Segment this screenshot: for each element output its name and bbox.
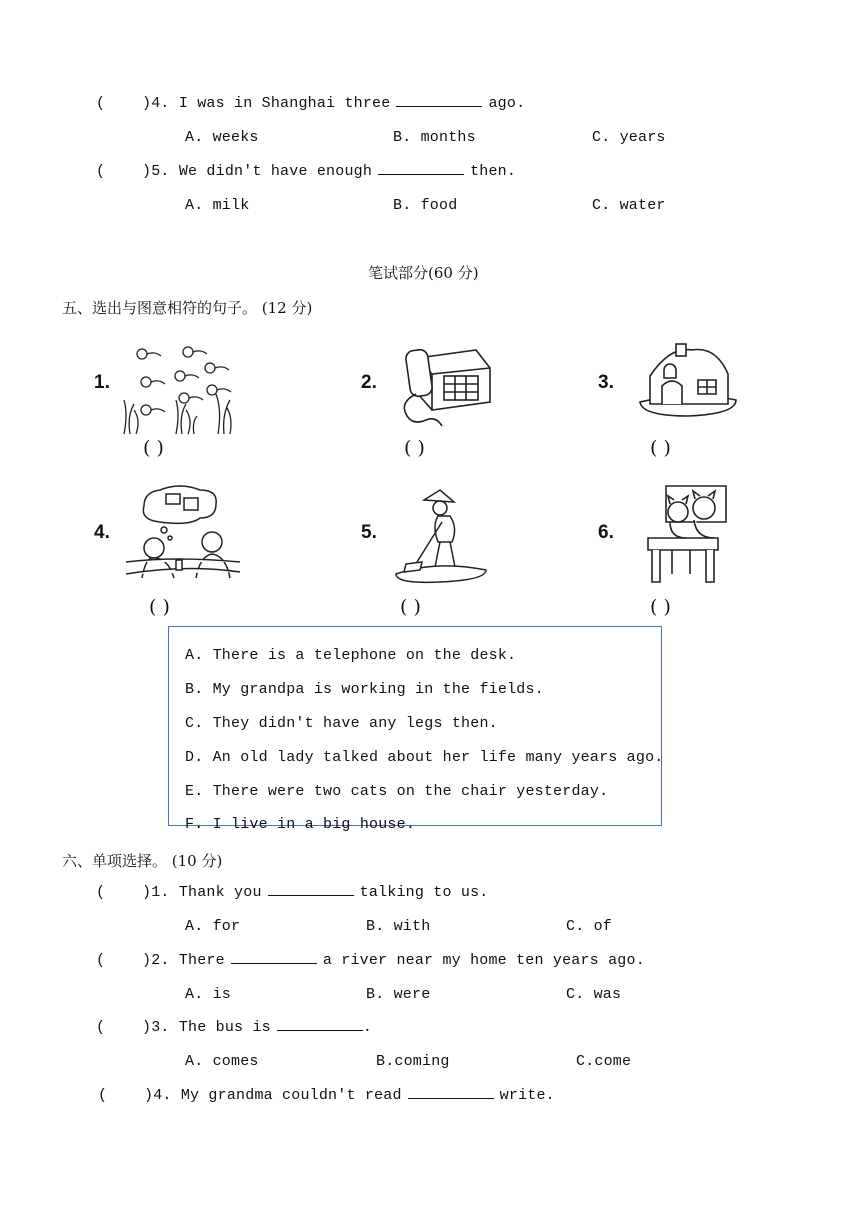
answer-paren[interactable]: ( ) [404,437,425,459]
picture-number: 1. [94,372,110,393]
answer-blank [268,894,354,896]
written-section-header: 笔试部分(60 分) [368,264,479,282]
answer-paren[interactable]: ( ) [650,596,671,618]
sentence-option: A. There is a telephone on the desk. [185,647,517,664]
option[interactable]: B. food [393,197,458,214]
telephone-icon [398,344,492,430]
option[interactable]: B.coming [376,1053,450,1070]
option[interactable]: B. with [366,918,431,935]
question-text-end: talking to us. [359,884,489,901]
question-number: )2. [142,952,170,969]
question-text-end: a river near my home ten years ago. [322,952,645,969]
sentence-option: F. I live in a big house. [185,816,416,833]
answer-blank [396,105,482,107]
option[interactable]: B. months [393,129,476,146]
question-number: )4. [142,95,170,112]
option[interactable]: A. for [185,918,241,935]
answer-blank [408,1097,494,1099]
question-row [96,163,516,180]
option[interactable]: C.come [576,1053,632,1070]
answer-blank [277,1029,363,1031]
question-number: )4. [144,1087,172,1104]
answer-paren[interactable]: ( [96,95,143,112]
tadpoles-icon [120,338,240,436]
option[interactable]: C. was [566,986,622,1003]
picture-number: 4. [94,522,110,543]
sentence-option: E. There were two cats on the chair yesterday. [185,783,609,800]
question-text-start: My grandma couldn't read [180,1087,402,1104]
section5-title: 五、选出与图意相符的句子。 (12 分) [62,299,313,317]
question-text-start: We didn't have enough [178,163,373,180]
option[interactable]: B. were [366,986,431,1003]
question-text-start: Thank you [178,884,262,901]
picture-number: 3. [598,372,614,393]
question-text-end: write. [499,1087,555,1104]
option[interactable]: A. weeks [185,129,259,146]
answer-paren[interactable]: ( [96,884,143,901]
answer-paren[interactable]: ( [96,163,143,180]
picture-number: 6. [598,522,614,543]
question-number: )1. [142,884,170,901]
option[interactable]: A. milk [185,197,250,214]
question-row [96,952,645,969]
answer-paren[interactable]: ( [96,952,143,969]
answer-paren[interactable]: ( [96,1019,143,1036]
question-text-end: . [362,1019,373,1036]
option[interactable]: C. water [592,197,666,214]
option[interactable]: C. of [566,918,613,935]
answer-paren[interactable]: ( ) [143,437,164,459]
farmer-working-icon [394,488,490,584]
question-number: )3. [142,1019,170,1036]
answer-blank [231,962,317,964]
question-text-end: ago. [488,95,526,112]
question-row [96,95,525,112]
section6-title: 六、单项选择。 (10 分) [62,852,223,870]
question-number: )5. [142,163,170,180]
option[interactable]: A. comes [185,1053,259,1070]
answer-paren[interactable]: ( ) [149,596,170,618]
question-text-start: The bus is [178,1019,271,1036]
question-row [96,1019,372,1036]
answer-paren[interactable]: ( [98,1087,145,1104]
question-row [96,884,488,901]
sentence-option: C. They didn't have any legs then. [185,715,498,732]
cats-on-chair-icon [646,482,732,586]
option[interactable]: A. is [185,986,232,1003]
question-text-end: then. [470,163,517,180]
answer-paren[interactable]: ( ) [400,596,421,618]
answer-paren[interactable]: ( ) [650,437,671,459]
option[interactable]: C. years [592,129,666,146]
answer-blank [378,173,464,175]
question-text-start: There [178,952,225,969]
house-icon [636,340,740,420]
picture-number: 2. [361,372,377,393]
question-text-start: I was in Shanghai three [178,95,391,112]
question-row [98,1087,555,1104]
old-lady-talking-icon [124,484,242,582]
sentence-option: D. An old lady talked about her life many years ago. [185,749,664,766]
picture-number: 5. [361,522,377,543]
sentence-option: B. My grandpa is working in the fields. [185,681,544,698]
